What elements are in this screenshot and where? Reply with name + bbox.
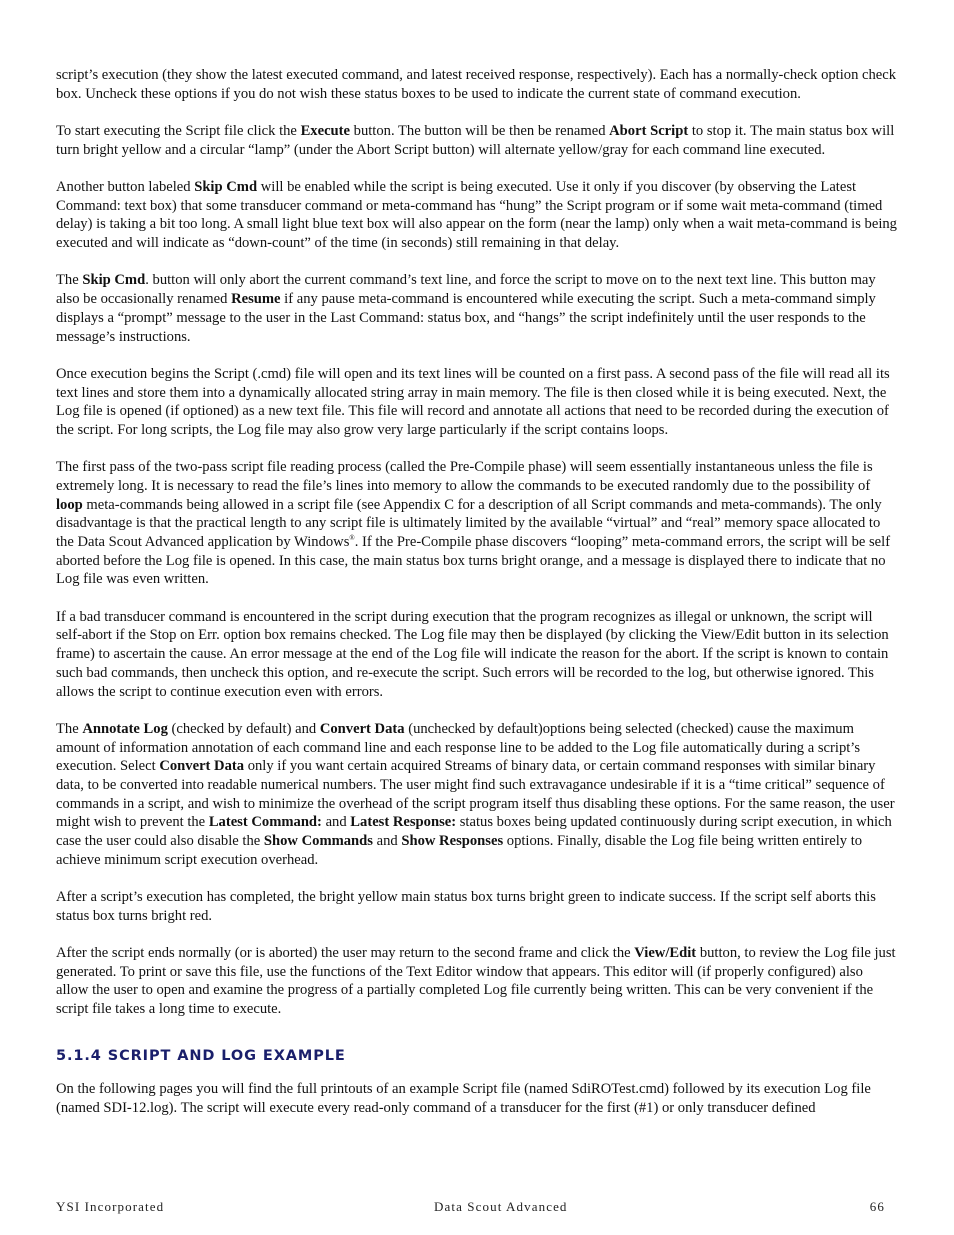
bold-term: Skip Cmd — [194, 179, 258, 195]
bold-term: Annotate Log — [82, 720, 168, 737]
bold-term: Skip Cmd — [82, 272, 146, 289]
bold-term: View/Edit — [634, 945, 697, 962]
bold-term: Show Responses — [401, 833, 504, 850]
paragraph: Another button labeled Skip Cmd will be enabled while the script is being executed. Use it only if you discover (by observing the Latest Command: text box) that some transducer command or meta-command has “hung” the Script program or if some wait meta-command (timed delay) is taking a bit too long. A small light blue text box will also appear on the form (near the lamp) only when a wait meta-command is being executed and will indicate as “down-count” of the time (in seconds) still remaining in that delay. — [56, 179, 897, 252]
bold-term: Convert Data — [159, 758, 245, 775]
bold-term: Resume — [231, 291, 281, 308]
paragraph: If a bad transducer command is encountered in the script during execution that the program recognizes as illegal or unknown, the script will self-abort if the Stop on Err. option box remains checked. The Log file may then be displayed (by clicking the View/Edit button in its selection frame) to ascertain the cause. An error message at the end of the Log file will indicate the reason for the abort. If the script is known to contain such bad commands, then uncheck this option, and re-execute the script. Such errors will be recorded to the log, but otherwise ignored. This allows the script to continue execution even with errors. — [56, 608, 889, 700]
bold-term: Latest Response: — [350, 814, 457, 831]
bold-term: Show Commands — [263, 833, 373, 850]
section-heading: 5.1.4 SCRIPT AND LOG EXAMPLE — [56, 1047, 346, 1064]
bold-term: Abort Script — [609, 123, 689, 139]
bold-term: loop — [56, 496, 83, 513]
registered-mark: ® — [349, 534, 355, 543]
footer-company: YSI Incorporated — [56, 1199, 165, 1214]
paragraph: The Annotate Log (checked by default) and Convert Data (unchecked by default)options being selected (checked) cause the maximum amount of information annotation of each command line and each response line to be added to the Log file automatically during a script’s execution. Select Convert Data only if you want certain acquired Streams of binary data, or certain command responses with similar binary data, to be converted into readable numerical numbers. The user might find such extravagance undesirable if it is a “time critical” sequence of commands in a script, and wish to minimize the overhead of the script program itself thus disabling these options. For the same reason, the user might wish to prevent the Latest Command: and Latest Response: status boxes being updated continuously during script execution, in which case the user could also disable the Show Commands and Show Responses options. Finally, disable the Log file being written entirely to achieve minimum script execution overhead. — [56, 720, 895, 868]
page-number: 66 — [869, 1199, 885, 1214]
paragraph: On the following pages you will find the full printouts of an example Script file (named SdiROTest.cmd) followed by its execution Log file (named SDI-12.log). The script will execute every read-only command of a transducer for the first (#1) or only transducer defined — [56, 1080, 871, 1116]
document-body — [56, 66, 898, 1136]
paragraph: The first pass of the two-pass script file reading process (called the Pre-Compile phase) will seem essentially instantaneous unless the file is extremely long. It is necessary to read the file’s lines into memory to allow the commands to be executed randomly due to the possibility of loop meta-commands being allowed in a script file (see Appendix C for a description of all Script commands and meta-commands). The only disadvantage is that the practical length to any script file is ultimately limited by the available “virtual” and “real” memory space allocated to the Data Scout Advanced application by Windows®. If the Pre-Compile phase discovers “looping” meta-command errors, the script will be self aborted before the Log file is opened. In this case, the main status box turns bright orange, and a message is displayed there to indicate that no Log file was even written. — [56, 459, 891, 588]
bold-term: Latest Command: — [208, 814, 322, 831]
paragraph: To start executing the Script file click the Execute button. The button will be then be renamed Abort Script to stop it. The main status box will turn bright yellow and a circular “lamp” (under the Abort Script button) will alternate yellow/gray for each command line executed. — [56, 123, 895, 158]
paragraph: Once execution begins the Script (.cmd) file will open and its text lines will be counted on a first pass. A second pass of the file will read all its text lines and store them into a dynamically allocated string array in main memory. The file is then closed while it is being executed. Next, the Log file is opened (if optioned) as a new text file. This file will record and annotate all actions that need to be recorded during the execution of the script. For long scripts, the Log file may also grow very large particularly if the script contains loops. — [56, 365, 890, 438]
paragraph: After the script ends normally (or is aborted) the user may return to the second frame and click the View/Edit button, to review the Log file just generated. To print or save this file, use the functions of the Text Editor window that appears. This editor will (if properly configured) also allow the user to open and examine the progress of a partially completed Log file currently being written. This can be very convenient if the script file takes a long time to execute. — [56, 945, 896, 1018]
paragraph: The Skip Cmd. button will only abort the current command’s text line, and force the script to move on to the next text line. This button may also be occasionally renamed Resume if any pause meta-command is encountered while executing the script. Such a meta-command simply displays a “prompt” message to the user in the Last Command: status box, and “hangs” the script indefinitely until the user responds to the message’s instructions. — [56, 272, 876, 345]
bold-term: Execute — [300, 123, 351, 139]
footer-product: Data Scout Advanced — [434, 1199, 568, 1214]
paragraph: script’s execution (they show the latest executed command, and latest received response, respectively). Each has a normally-check option check box. Uncheck these options if you do not wish these status boxes to be used to indicate the current state of command execution. — [56, 67, 897, 102]
paragraph: After a script’s execution has completed, the bright yellow main status box turns bright green to indicate success. If the script self aborts this status box turns bright red. — [56, 889, 876, 924]
bold-term: Convert Data — [319, 720, 405, 737]
